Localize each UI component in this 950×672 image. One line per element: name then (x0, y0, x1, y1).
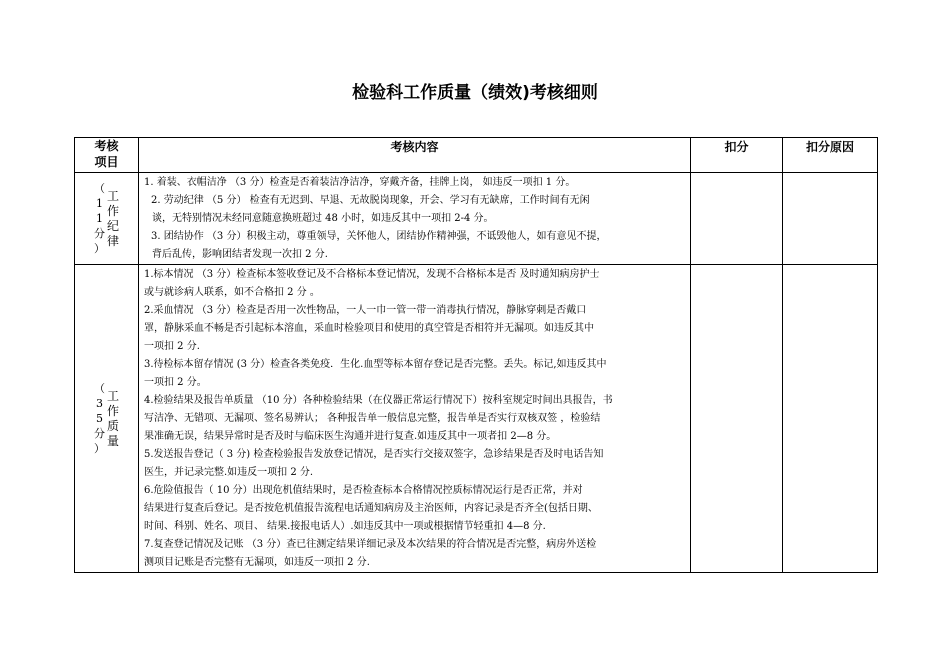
content-line: 果准确无误，结果异常时是否及时与临床医生沟通并进行复查.如违反其中一项者扣 2—8 分。 (144, 431, 557, 442)
content-line: 3. 团结协作 （3 分）积极主动，尊重领导，关怀他人，团结协作精神强，不诋毁他人，如有意见不提， (151, 231, 607, 242)
content-line: 4.检验结果及报告单质量 （10 分）各种检验结果（在仪器正常运行情况下）按科室规定时间出具报告，书 (144, 395, 613, 406)
category-score-work-discipline: （ 1 1 分 ） (93, 182, 105, 255)
header-reason: 扣分原因 (783, 138, 878, 173)
header-category (75, 138, 139, 173)
category-score-work-quality: （ 3 5 分 ） (93, 382, 105, 455)
content-line: 1. 着装、衣帽洁净 （3 分）检查是否着装洁净洁净，穿戴齐备，挂牌上岗， 如违反一项扣 1 分。 (144, 177, 576, 188)
content-line: 3.待检标本留存情况 (3 分）检查各类免疫．生化.血型等标本留存登记是否完整。丢失。标记,如违反其中 (144, 359, 607, 370)
content-line: 一项扣 2 分。 (144, 377, 207, 388)
header-category-line1: 考核 (94, 139, 119, 153)
content-line: 测项目记账是否完整有无漏项，如违反一项扣 2 分. (144, 557, 370, 568)
content-line: 2.采血情况 （3 分）检查是否用一次性物品，一人一巾一管一带一消毒执行情况，静脉穿刺是否戴口 (144, 305, 587, 316)
content-line: 罩，静脉采血不畅是否引起标本溶血，采血时检验项目和使用的真空管是否相符并无漏项。如违反其中 (144, 323, 594, 334)
reason-cell (783, 173, 878, 265)
content-line: 或与就诊病人联系，如不合格扣 2 分 。 (144, 287, 320, 298)
content-line: 写洁净、无错项、无漏项、签名易辨认； 各种报告单一般信息完整，报告单是否实行双核双签 ，检验结 (144, 413, 601, 424)
content-line: 结果进行复查后登记。是否按危机值报告流程电话通知病房及主治医师，内容记录是否齐全(包括日期、 (144, 503, 598, 514)
content-line: 时间、科别、姓名、项目、 结果.接报电话人）.如违反其中一项或根据情节轻重扣 4—8 分. (144, 521, 546, 532)
content-line: 1.标本情况 （3 分）检查标本签收登记及不合格标本登记情况，发现不合格标本是否 及时通知病房护士 (144, 269, 600, 280)
content-cell-work-quality (139, 265, 691, 573)
header-deduction: 扣分 (691, 138, 783, 173)
content-line: 6.危险值报告（ 10 分）出现危机值结果时，是否检查标本合格情况控质标情况运行是否正常，并对 (144, 485, 583, 496)
category-cell-work-discipline (75, 173, 139, 265)
content-line: 背后乱传，影响团结者发现一次扣 2 分. (152, 249, 328, 260)
content-line: 一项扣 2 分. (144, 341, 200, 352)
content-line: 7.复查登记情况及记账 （3 分）查已往测定结果详细记录及本次结果的符合情况是否完整，病房外送检 (144, 539, 597, 550)
header-content: 考核内容 (139, 138, 691, 173)
category-cell-work-quality (75, 265, 139, 573)
content-line: 医生，并记录完整.如违反一项扣 2 分. (144, 467, 314, 478)
category-label-work-quality: 工 作 质 量 (106, 388, 119, 448)
table-row-work-quality (75, 265, 878, 573)
deduction-cell (691, 173, 783, 265)
deduction-cell (691, 265, 783, 573)
page-title: 检验科工作质量（绩效)考核细则 (352, 83, 598, 103)
content-cell-work-discipline (139, 173, 691, 265)
category-label-work-discipline: 工 作 纪 律 (106, 188, 119, 248)
table-row-work-discipline (75, 173, 878, 265)
content-line: 谈，无特别情况未经同意随意换班超过 48 小时，如违反其中一项扣 2-4 分。 (152, 213, 494, 224)
content-line: 2. 劳动纪律 （5 分） 检查有无迟到、早退、无故脱岗现象，开会、学习有无缺席，工作时间有无闲 (151, 195, 590, 206)
reason-cell (783, 265, 878, 573)
content-line: 5.发送报告登记（ 3 分) 检查检验报告发放登记情况，是否实行交接双签字，急诊结果是否及时电话告知 (144, 449, 604, 460)
header-category-line2: 项目 (94, 155, 119, 169)
table-header-row (75, 138, 878, 173)
assessment-table (74, 137, 878, 573)
